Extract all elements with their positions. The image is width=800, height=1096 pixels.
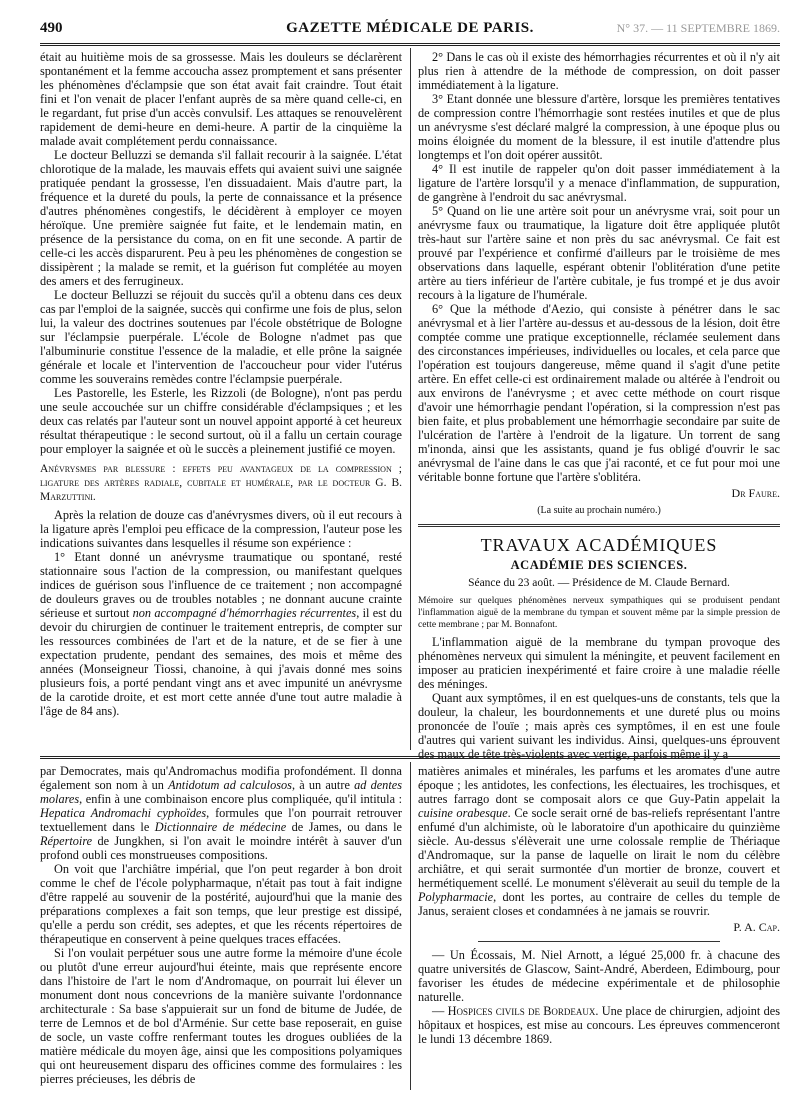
lower-left-column [40,764,402,1090]
memoir-title: Mémoire sur quelques phénomènes nerveux sympathiques qui se produisent pendant l'inflammation aiguë de la membrane du tympan et souvent même par la simple pression de cette membrane ; par M. Bonnafont. [418,595,780,630]
academy-title: ACADÉMIE DES SCIENCES. [510,558,688,572]
section-rule [418,524,780,527]
paragraph: — Hospices civils de Bordeaux. Une place de chirurgien, adjoint des hôpitaux et hospices, est mise au concours. Les épreuves commenceront le lundi 13 décembre 1869. [418,1004,780,1046]
upper-right-column [418,50,780,761]
column-divider [410,762,411,1090]
journal-title: GAZETTE MÉDICALE DE PARIS. [286,20,534,36]
continued-note: (La suite au prochain numéro.) [537,505,661,516]
paragraph: Quant aux symptômes, il en est quelques-uns de constants, tels que la douleur, la chaleur, les bourdonnements et une dureté plus ou moins prononcée de l'ouïe ; mais après ces symptômes, il en est une foule d'autres qui varient suivant les individus. Ainsi, quelques-uns éprouvent des maux de tête très-violents avec vertige, parfois même il y a [418,691,780,761]
paragraph: 5° Quand on lie une artère soit pour un anévrysme vrai, soit pour un anévrysme faux ou traumatique, la ligature doit être appliquée plutôt très-haut sur l'artère saine et non près du sac anévrysmal. Ce fait est prouvé par l'expérience et confirmé d'ailleurs par le troisième de mes observations dans laquelle, espérant obtenir l'oblitération d'une petite artère au tiers inférieur de l'artère cubitale, je fus trompé et je dus avoir recours à la ligature de l'humérale. [418,204,780,302]
article-heading: Anévrysmes par blessure : effets peu avantageux de la compression ; ligature des artères radiale, cubitale et humérale, par le docteur G. B. Marzuttini. [40,463,402,503]
section-rule [478,941,720,942]
author-signature: P. A. Cap. [733,920,780,934]
paragraph: — Un Écossais, M. Niel Arnott, a légué 25,000 fr. à chacune des quatre universités de Glascow, Saint-André, Aberdeen, Edimbourg, pour favoriser les études de médecine expérimentale et de philosophie naturelle. [418,948,780,1004]
session-line: Séance du 23 août. — Présidence de M. Claude Bernard. [468,577,730,589]
paragraph: 1° Etant donné un anévrysme traumatique ou spontané, resté stationnaire sous l'action de la compression, ou manifestant quelques indices de guérison sous l'influence de ce traitement ; non accompagné de douleurs graves ou de troubles notables ; ne donnant aucune crainte sérieuse et surtout non accompagné d'hémorrhagies récurrentes, il est du devoir du chirurgien de continuer le traitement entrepris, de compter sur les ressources combinées de l'art et de la nature, et de se fier à une expectation prudente, pendant des semaines, des mois et même des années (Monseigneur Tiossi, chanoine, à qui j'avais donné mes soins plusieurs fois, a porté pendant vingt ans et avec impunité un anévrysme de la carotide droite, et est mort cette année d'une tout autre maladie à l'âge de 84 ans). [40,550,402,718]
column-divider [410,48,411,750]
section-title: TRAVAUX ACADÉMIQUES [480,535,718,555]
paragraph: Les Pastorelle, les Esterle, les Rizzoli (de Bologne), n'ont pas perdu une seule accouchée sur un chiffre considérable d'éclampsiques ; et les deux cas relatés par l'auteur sont un nouvel appoint apporté à cet heureux résultat thérapeutique : le second surtout, où il a fallu un certain courage pour employer la saignée et où le succès a pleinement justifié ce moyen. [40,386,402,456]
page-header [40,20,780,42]
page-number: 490 [40,20,63,36]
paragraph: 6° Que la méthode d'Aezio, qui consiste à pénétrer dans le sac anévrysmal et à lier l'artère au-dessus et au-dessous de la lésion, doit être comptée comme une pratique exceptionnelle, réclamée seulement dans des circonstances impérieuses, individuelles ou locales, et cela parce que l'opération est toujours dangereuse, même quand il s'agit d'une petite artère. En effet celle-ci est ordinairement malade ou altérée à l'endroit ou aux environs de l'anévrysme ; et avec cette méthode on court risque d'avoir une hémorrhagie pendant l'opération, si la compression n'est pas bien faite, et plus probablement une hémorrhagie secondaire par suite de l'ulcération de l'artère à l'endroit de la ligature. Un torrent de sang m'inonda, ainsi que les assistants, quand je fus obligé d'ouvrir le sac anévrysmal de l'aine dans le cas que j'ai raconté, et ce fut pour moi une véritable bonne fortune que l'artère s'oblitéra. [418,302,780,484]
upper-left-column [40,50,402,750]
paragraph: On voit que l'archiâtre impérial, que l'on peut regarder à bon droit comme le chef de l'école polypharmaque, n'était pas tout à fait indigne d'être rappelé au souvenir de la postérité, aujourd'hui que la manie des préparations complexes a fait son temps, que leur prestige est dissipé, qu'elle a perdu son crédit, ses adeptes, et que les récents répertoires de thérapeutique en conservent à peine quelques traces effacées. [40,862,402,946]
paragraph: L'inflammation aiguë de la membrane du tympan provoque des phénomènes nerveux qui simulent la méningite, et peuvent facilement en imposer au praticien inexpérimenté et faire croire à une maladie réelle des méninges. [418,635,780,691]
lower-right-column [418,764,780,1090]
paragraph: 2° Dans le cas où il existe des hémorrhagies récurrentes et où il n'y ait plus rien à attendre de la méthode de compression, on doit passer immédiatement à la ligature. [418,50,780,92]
issue-date-bleedthrough: N° 37. — 11 SEPTEMBRE 1869. [616,21,780,35]
paragraph: Si l'on voulait perpétuer sous une autre forme la mémoire d'une école ou plutôt d'une erreur aujourd'hui éteinte, mais que représente encore dans l'histoire de l'art le nom d'Andromaque, on pourrait lui élever un monument dont nous concevrions de la manière suivante l'ordonnance architecturale : Sa base s'appuierait sur un fond de bitume de Judée, de terre de Lemnos et de bol d'Arménie. Sur cette base reposerait, en guise de socle, un vaste coffre renfermant toutes les drogues oubliées de la matière médicale du moyen âge, ainsi que les compositions polyamiques qui ont heureusement disparu des officines comme des formulaires : les pierres précieuses, les débris de [40,946,402,1086]
paragraph: 3° Etant donnée une blessure d'artère, lorsque les premières tentatives de compression contre l'hémorrhagie sont restées inutiles et que de plus un anévrysme s'est déclaré malgré la compression, à une époque plus ou moins éloignée du moment de la blessure, il est inutile d'attendre plus longtemps et l'on doit opérer aussitôt. [418,92,780,162]
author-signature: Dr Faure. [731,486,780,500]
paragraph: Le docteur Belluzzi se réjouit du succès qu'il a obtenu dans ces deux cas par l'emploi de la saignée, succès qui confirme une fois de plus, selon lui, la valeur des doctrines soutenues par l'école obstétrique de Bologne sur l'éclampsie puerpérale. L'école de Bologne n'admet pas que l'albuminurie constitue l'essence de la maladie, et elle prône la saignée générale et locale et l'intervention de l'accoucheur pour vider l'utérus comme les souverains remèdes contre l'éclampsie puerpérale. [40,288,402,386]
paragraph: était au huitième mois de sa grossesse. Mais les douleurs se déclarèrent spontanément et la femme accoucha assez promptement et sans présenter les phénomènes d'éclampsie que son état avait fait craindre. Tout était fini et l'on venait de placer l'enfant auprès de sa mère quand celle-ci, en le regardant, fut prise d'un accès convulsif. Les attaques se renouvelèrent rapidement de demi-heure en demi-heure. A partir de la cinquième la malade avait complétement perdu connaissance. [40,50,402,148]
paragraph: Après la relation de douze cas d'anévrysmes divers, où il eut recours à la ligature après l'emploi peu efficace de la compression, l'auteur pose les indications suivantes dans lesquelles il résume son expérience : [40,508,402,550]
fold-rule [40,756,780,759]
paragraph: par Democrates, mais qu'Andromachus modifia profondément. Il donna également son nom à un Antidotum ad calculosos, à un autre ad dentes molares, enfin à une combinaison encore plus compliquée, qu'il intitula : Hepatica Andromachi cyphoïdes, formules que l'on pourrait retrouver textuellement dans le Dictionnaire de médecine de James, ou dans le Répertoire de Jungkhen, si l'on avait le moindre intérêt à sauver d'un profond oubli ces monstrueuses compositions. [40,764,402,862]
paragraph: matières animales et minérales, les parfums et les aromates d'une autre époque ; les antidotes, les confections, les électuaires, les trochisques, et autres farrago dont se composait alors ce que Guy-Patin appelait la cuisine orabesque. Ce socle serait orné de bas-reliefs représentant l'antre enfumé d'un alchimiste, où le laboratoire d'un apothicaire du quinzième siècle. Au-dessus s'élèverait une urne colossale remplie de Thériaque d'Andromaque, sur la panse de laquelle on lirait le nom du célèbre archiâtre, et qui serait surmontée d'un mortier de bronze, couvert et hermétiquement scellé. Le monument s'élèverait au seuil du temple de la Polypharmacie, dont les portes, au contraire de celles du temple de Janus, seraient closes et condamnées à ne jamais se rouvrir. [418,764,780,918]
paragraph: 4° Il est inutile de rappeler qu'on doit passer immédiatement à la ligature de l'artère lorsqu'il y a menace d'inflammation, de suppuration, de gangrène à l'endroit du sac anévrysmal. [418,162,780,204]
paragraph: Le docteur Belluzzi se demanda s'il fallait recourir à la saignée. L'état chlorotique de la malade, les mauvais effets qui avaient suivi une saignée pratiquée pendant la grossesse, l'en dissuadaient. Mais d'autre part, la fréquence et la dureté du pouls, la perte de connaissance et la présence d'autres phénomènes congestifs, le décidèrent à employer ce moyen héroïque. Une première saignée fut faite, et le lendemain matin, en présence de la persistance du coma, on en fit une seconde. A partir de celle-ci les accès disparurent. Peu à peu les phénomènes de congestion se dissipèrent ; la malade se remit, et la guérison fut complétée au moyen des amers et des ferrugineux. [40,148,402,288]
header-rule [40,43,780,46]
